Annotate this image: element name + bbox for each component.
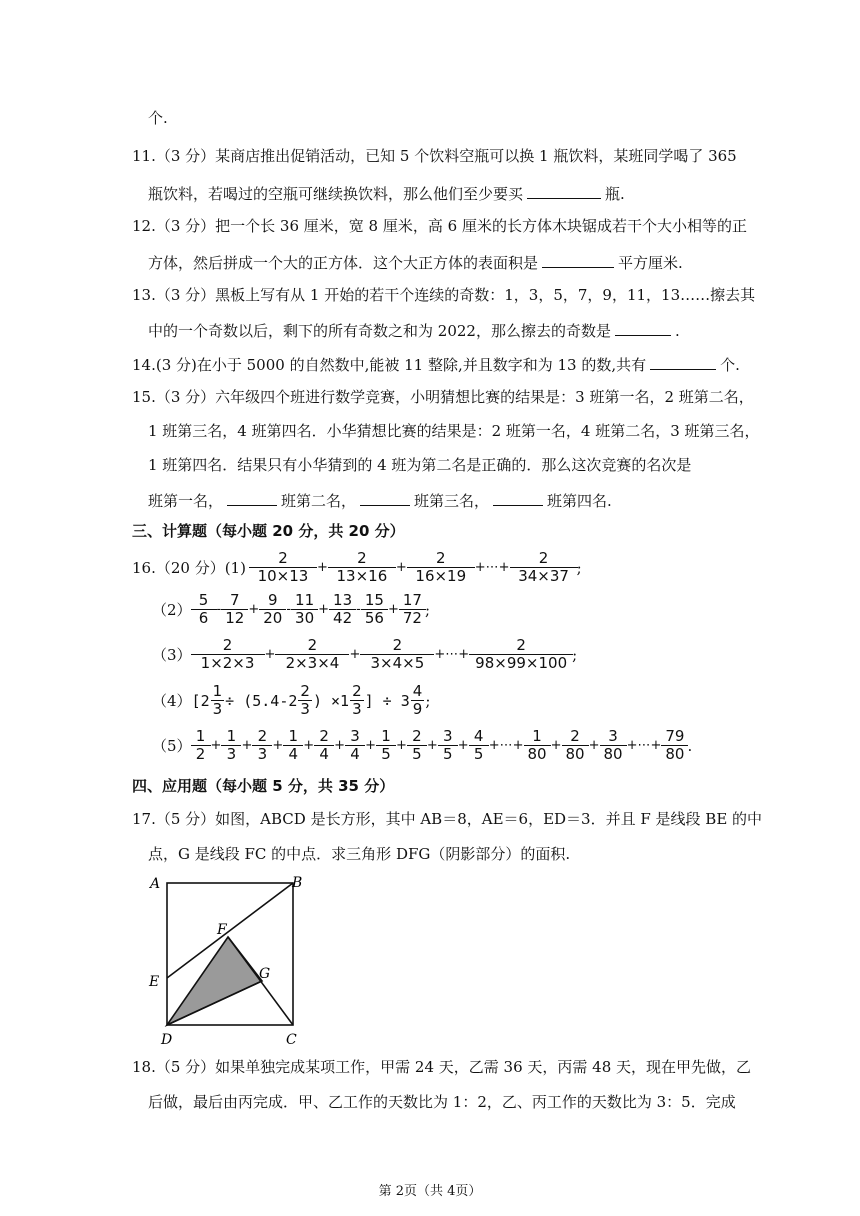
- fraction: $\frac{9}{20}$: [261, 592, 284, 627]
- ellipsis: +⋯+: [488, 738, 524, 753]
- part-label: （4）: [152, 692, 192, 710]
- q13-line2: [148, 319, 680, 341]
- answer-blank[interactable]: [527, 182, 601, 199]
- fraction: $\frac{2}{3}$: [254, 728, 270, 763]
- q15-line4: [148, 489, 612, 511]
- fraction: $\frac{1}{80}$: [526, 728, 549, 763]
- plus-sign: +: [303, 738, 315, 753]
- fraction: $\frac{1}{3}$: [223, 728, 239, 763]
- plus-sign: +: [365, 738, 376, 753]
- q10-tail: 个.: [148, 109, 168, 127]
- plus-sign: +: [248, 602, 260, 617]
- fraction: $\frac{2}{4}$: [316, 728, 332, 763]
- answer-blank[interactable]: [615, 319, 671, 336]
- plus-sign: +: [395, 560, 407, 575]
- fraction: $\frac{2}{2\times 3\times 4}$: [277, 637, 347, 672]
- plus-sign: +: [395, 738, 407, 753]
- fraction: $\frac{2}{3\times 4\times 5}$: [362, 637, 432, 672]
- fraction: $\frac{4}{5}$: [471, 728, 487, 763]
- fraction: $\frac{2}{16\times 19}$: [409, 550, 473, 585]
- expr-text: [2: [191, 691, 210, 710]
- q14-unit: 个.: [720, 356, 740, 374]
- label-g: G: [259, 966, 271, 982]
- fraction: $\frac{1}{4}$: [285, 728, 301, 763]
- q15-part: 班第一名，: [148, 492, 224, 510]
- plus-sign: +: [550, 738, 562, 753]
- q14-text: 14.(3 分)在小于 5000 的自然数中,能被 11 整除,并且数字和为 13 的数,共有: [132, 356, 647, 374]
- q18-line1: 18.（5 分）如果单独完成某项工作，甲需 24 天，乙需 36 天，丙需 48 天，现在甲先做，乙: [132, 1058, 752, 1076]
- q12-line2: [148, 251, 683, 273]
- fraction: $\frac{2}{10\times 13}$: [251, 550, 315, 585]
- q16-part2: [152, 592, 430, 627]
- label-a: A: [150, 876, 161, 892]
- fraction: $\frac{1}{5}$: [378, 728, 394, 763]
- expr-text: ÷ (5.4-2: [225, 691, 298, 710]
- fraction: $\frac{7}{12}$: [223, 592, 246, 627]
- q12-line1: 12.（3 分）把一个长 36 厘米，宽 8 厘米，高 6 厘米的长方体木块锯成若干个大小相等的正: [132, 217, 747, 235]
- plus-sign: +: [210, 738, 222, 753]
- plus-sign: +: [318, 602, 330, 617]
- ellipsis: +⋯+: [626, 738, 662, 753]
- plus-sign: +: [457, 738, 469, 753]
- fraction: $\frac{2}{34\times 37}$: [512, 550, 576, 585]
- plus-sign: +: [316, 560, 328, 575]
- ellipsis: +⋯+: [474, 560, 510, 575]
- terminator: .: [687, 736, 693, 755]
- answer-blank[interactable]: [650, 353, 716, 370]
- part-label: （5）: [152, 737, 192, 755]
- q16-part5: [152, 728, 692, 763]
- fraction: $\frac{2}{5}$: [409, 728, 425, 763]
- plus-sign: +: [241, 738, 253, 753]
- plus-sign: +: [334, 738, 346, 753]
- section-heading-calc: 三、计算题（每小题 20 分，共 20 分）: [132, 522, 405, 540]
- section-heading-apply: 四、应用题（每小题 5 分，共 35 分）: [132, 777, 395, 795]
- plus-sign: +: [387, 602, 399, 617]
- q13-line1: 13.（3 分）黑板上写有从 1 开始的若干个连续的奇数：1，3，5，7，9，11，13……擦去其: [132, 286, 756, 304]
- q12-text: 方体，然后拼成一个大的正方体．这个大正方体的表面积是: [148, 254, 539, 272]
- q16-part3: [152, 637, 577, 672]
- q11-line1: 11.（3 分）某商店推出促销活动，已知 5 个饮料空瓶可以换 1 瓶饮料，某班同学喝了 365: [132, 147, 737, 165]
- fraction: $\frac{2}{3}$: [300, 682, 310, 718]
- plus-sign: +: [588, 738, 600, 753]
- q15-line3: 1 班第四名．结果只有小华猜到的 4 班为第二名是正确的．那么这次竞赛的名次是: [148, 456, 692, 474]
- fraction: $\frac{2}{98\times 99\times 100}$: [471, 637, 571, 672]
- fraction: $\frac{5}{6}$: [193, 592, 215, 627]
- q15-part: 班第四名.: [547, 492, 612, 510]
- q16-part1: [132, 550, 582, 585]
- ellipsis: +⋯+: [434, 647, 470, 662]
- label-f: F: [217, 922, 227, 938]
- fraction: $\frac{2}{1\times 2\times 3}$: [193, 637, 263, 672]
- plus-sign: +: [349, 647, 361, 662]
- fraction: $\frac{3}{5}$: [440, 728, 456, 763]
- minus-sign: -: [286, 602, 292, 617]
- fraction: $\frac{2}{3}$: [352, 682, 362, 718]
- terminator: ;: [425, 691, 431, 710]
- fraction: $\frac{79}{80}$: [663, 728, 686, 763]
- fraction: $\frac{13}{42}$: [331, 592, 354, 627]
- minus-sign: -: [356, 602, 361, 617]
- q15-line1: 15.（3 分）六年级四个班进行数学竞赛，小明猜想比赛的结果是：3 班第一名，2 班第二名，: [132, 388, 754, 406]
- fraction: $\frac{17}{72}$: [401, 592, 424, 627]
- terminator: ;: [424, 600, 430, 619]
- expr-text: ) ×1: [312, 691, 350, 710]
- q16-label: 16.（20 分）(1): [132, 559, 246, 577]
- fraction: $\frac{2}{80}$: [564, 728, 587, 763]
- q12-unit: 平方厘米.: [618, 254, 683, 272]
- plus-sign: +: [426, 738, 438, 753]
- fraction: $\frac{1}{3}$: [212, 682, 223, 718]
- fraction: $\frac{15}{56}$: [363, 592, 386, 627]
- page-footer: 第 2页（共 4页）: [378, 1184, 482, 1199]
- terminator: ;: [576, 558, 582, 577]
- q17-line2: 点，G 是线段 FC 的中点．求三角形 DFG（阴影部分）的面积.: [148, 845, 571, 863]
- expr-text: ] ÷ 3: [364, 691, 410, 710]
- q13-text: 中的一个奇数以后，剩下的所有奇数之和为 2022，那么擦去的奇数是: [148, 322, 611, 340]
- plus-sign: +: [272, 738, 284, 753]
- fraction: $\frac{11}{30}$: [293, 592, 316, 627]
- q11-text: 瓶饮料，若喝过的空瓶可继续换饮料，那么他们至少要买: [148, 185, 524, 203]
- q15-part: 班第三名，: [414, 492, 490, 510]
- fraction: $\frac{2}{13\times 16}$: [330, 550, 394, 585]
- answer-blank[interactable]: [542, 251, 614, 268]
- label-b: B: [292, 875, 303, 891]
- answer-blank[interactable]: [360, 489, 410, 506]
- label-d: D: [161, 1032, 173, 1047]
- label-c: C: [286, 1032, 297, 1047]
- fraction: $\frac{3}{80}$: [602, 728, 625, 763]
- answer-blank[interactable]: [227, 489, 277, 506]
- part-label: （3）: [152, 646, 192, 664]
- shaded-triangle-dfg: [167, 937, 262, 1025]
- q15-part: 班第二名，: [281, 492, 357, 510]
- q11-unit: 瓶.: [605, 185, 625, 203]
- q16-part4: [152, 683, 430, 718]
- part-label: （2）: [152, 601, 192, 619]
- q11-line2: [148, 182, 625, 204]
- q18-line2: 后做，最后由丙完成．甲、乙工作的天数比为 1：2，乙、丙工作的天数比为 3：5．完成: [148, 1093, 736, 1111]
- q15-line2: 1 班第三名，4 班第四名．小华猜想比赛的结果是：2 班第一名，4 班第二名，3 班第三名，: [148, 422, 760, 440]
- minus-sign: -: [216, 602, 222, 617]
- q13-end: .: [674, 322, 680, 340]
- fraction: $\frac{3}{4}$: [347, 728, 363, 763]
- label-e: E: [149, 974, 160, 990]
- terminator: ;: [572, 645, 578, 664]
- fraction: $\frac{4}{9}$: [412, 682, 423, 718]
- fraction: $\frac{1}{2}$: [193, 728, 209, 763]
- rectangle-figure: [145, 872, 305, 1047]
- answer-blank[interactable]: [493, 489, 543, 506]
- plus-sign: +: [264, 647, 276, 662]
- q14-line1: [132, 353, 740, 375]
- q17-line1: 17.（5 分）如图，ABCD 是长方形，其中 AB＝8，AE＝6，ED＝3．并且 F 是线段 BE 的中: [132, 810, 763, 828]
